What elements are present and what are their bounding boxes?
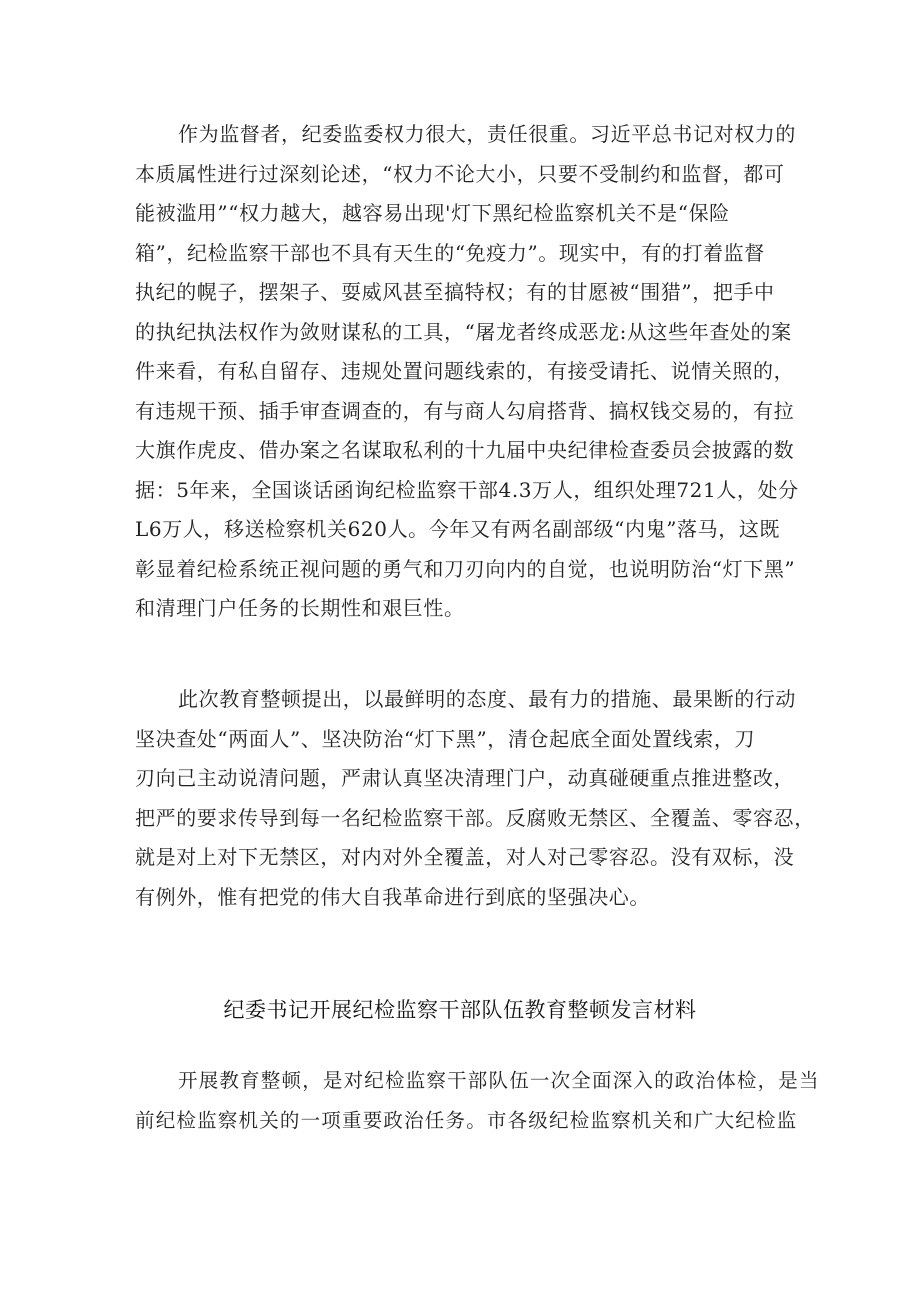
text-line: 本质属性进行过深刻论述，“权力不论大小，只要不受制约和监督，都可	[135, 161, 785, 186]
text-line: 开展教育整顿，是对纪检监察干部队伍一次全面深入的政治体检，是当	[178, 1069, 820, 1092]
text-line: 前纪检监察机关的一项重要政治任务。市各级纪检监察机关和广大纪检监	[135, 1108, 798, 1132]
text-line: 坚决查处“两面人”、坚决防治“灯下黑”，清仓起底全面处置线索，刀	[135, 726, 756, 751]
text-line: 执纪的幌子，摆架子、耍威风甚至搞特权；有的甘愿被“围猎”，把手中	[135, 280, 775, 304]
text-line: 和清理门户任务的长期性和艰巨性。	[135, 596, 465, 620]
text-line: 大旗作虎皮、借办案之名谋取私利的十九届中央纪律检查委员会披露的数	[135, 438, 795, 462]
text-line: L6万人，移送检察机关620人。今年又有两名副部级“内鬼”落马，这既	[135, 517, 781, 541]
paragraph-rectification	[135, 680, 815, 917]
section-heading: 纪委书记开展纪检监察干部队伍教育整顿发言材料	[223, 998, 697, 1022]
text-line: 作为监督者，纪委监委权力很大，责任很重。习近平总书记对权力的	[178, 122, 796, 146]
text-line: 此次教育整顿提出，以最鲜明的态度、最有力的措施、最果断的行动	[178, 687, 796, 711]
text-line: 有违规干预、插手审查调查的，有与商人勾肩搭背、搞权钱交易的，有拉	[135, 398, 795, 423]
text-line: 据：5年来，全国谈话函询纪检监察干部4.3万人，组织处理721人，处分	[135, 477, 799, 502]
text-line: 有例外，惟有把党的伟大自我革命进行到底的坚强决心。	[135, 884, 650, 909]
text-line: 件来看，有私自留存、违规处置问题线索的，有接受请托、说情关照的，	[135, 359, 795, 383]
text-line: 就是对上对下无禁区，对内对外全覆盖，对人对己零容忍。没有双标，没	[135, 845, 795, 869]
text-line: 的执纪执法权作为敛财谋私的工具，“屠龙者终成恶龙:从这些年查处的案	[135, 319, 792, 344]
paragraph-education	[135, 1061, 820, 1140]
text-line: 能被滥用”“权力越大，越容易出现'灯下黑纪检监察机关不是“保险	[135, 201, 730, 225]
paragraph-supervisor-power	[135, 115, 799, 629]
text-line: 箱”，纪检监察干部也不具有天生的“免疫力”。现实中，有的打着监督	[135, 240, 765, 265]
text-line: 刃向己主动说清问题，严肃认真坚决清理门户，动真碰硬重点推进整改，	[135, 766, 795, 790]
text-line: 彰显着纪检系统正视问题的勇气和刀刃向内的自觉，也说明防治“灯下黑”	[135, 556, 796, 581]
text-line: 把严的要求传导到每一名纪检监察干部。反腐败无禁区、全覆盖、零容忍，	[135, 805, 815, 830]
